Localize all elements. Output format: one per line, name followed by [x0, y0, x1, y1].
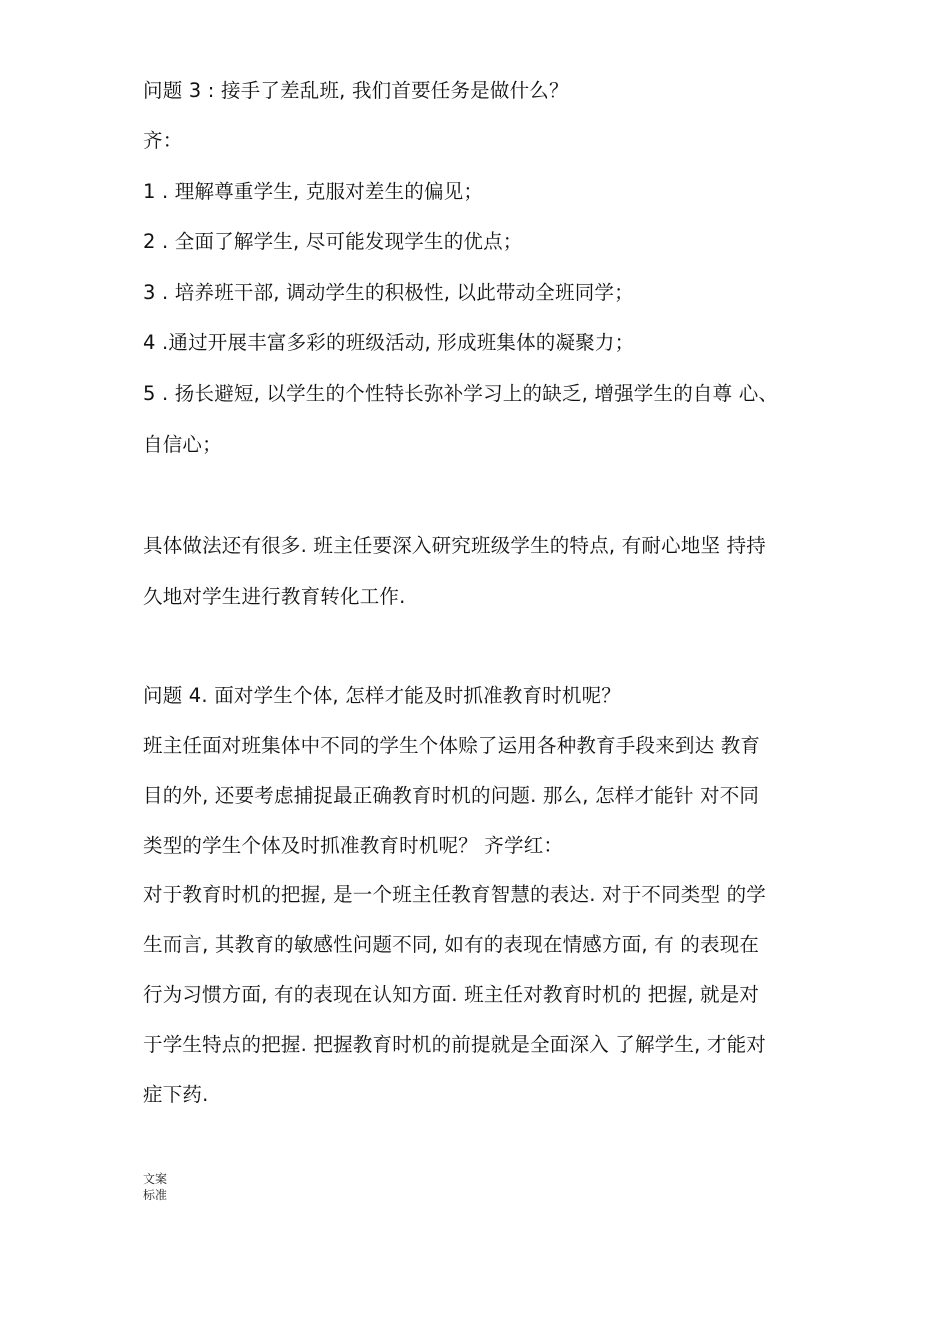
answer-item-3: 3 . 培养班干部, 调动学生的积极性, 以此带动全班同学；: [143, 281, 634, 304]
speaker-qi-label: 齐：: [143, 129, 183, 152]
paragraph-line: 类型的学生个体及时抓准教育时机呢？ 齐学红：: [143, 834, 564, 857]
answer-item-5-continued: 自信心；: [143, 433, 222, 456]
paragraph-line: 班主任面对班集体中不同的学生个体赊了运用各种教育手段来到达 教育: [143, 734, 761, 757]
footer-label-line-1: 文案: [143, 1172, 168, 1186]
paragraph-line: 具体做法还有很多. 班主任要深入研究班级学生的特点, 有耐心地坚 持持: [143, 534, 766, 557]
paragraph-line: 目的外, 还要考虑捕捉最正确教育时机的问题. 那么, 怎样才能针 对不同: [143, 784, 760, 807]
question-3-heading: 问题 3 : 接手了差乱班, 我们首要任务是做什么？: [143, 79, 569, 102]
answer-item-4: 4 .通过开展丰富多彩的班级活动, 形成班集体的凝聚力；: [143, 331, 635, 354]
question-4-heading: 问题 4. 面对学生个体, 怎样才能及时抓准教育时机呢？: [143, 684, 621, 707]
paragraph-line: 行为习惯方面, 有的表现在认知方面. 班主任对教育时机的 把握, 就是对: [143, 983, 760, 1006]
paragraph-line: 对于教育时机的把握, 是一个班主任教育智慧的表达. 对于不同类型 的学: [143, 883, 766, 906]
paragraph-line: 于学生特点的把握. 把握教育时机的前提就是全面深入 了解学生, 才能对: [143, 1033, 766, 1056]
answer-item-5: 5 . 扬长避短, 以学生的个性特长弥补学习上的缺乏, 增强学生的自尊 心、: [143, 382, 779, 405]
answer-item-2: 2 . 全面了解学生, 尽可能发现学生的优点；: [143, 230, 523, 253]
paragraph-line: 症下药.: [143, 1083, 209, 1106]
answer-item-1: 1 . 理解尊重学生, 克服对差生的偏见；: [143, 180, 484, 203]
paragraph-line: 生而言, 其教育的敏感性问题不同, 如有的表现在情感方面, 有 的表现在: [143, 933, 760, 956]
paragraph-line: 久地对学生进行教育转化工作.: [143, 585, 406, 608]
footer-label-line-2: 标准: [143, 1188, 168, 1202]
